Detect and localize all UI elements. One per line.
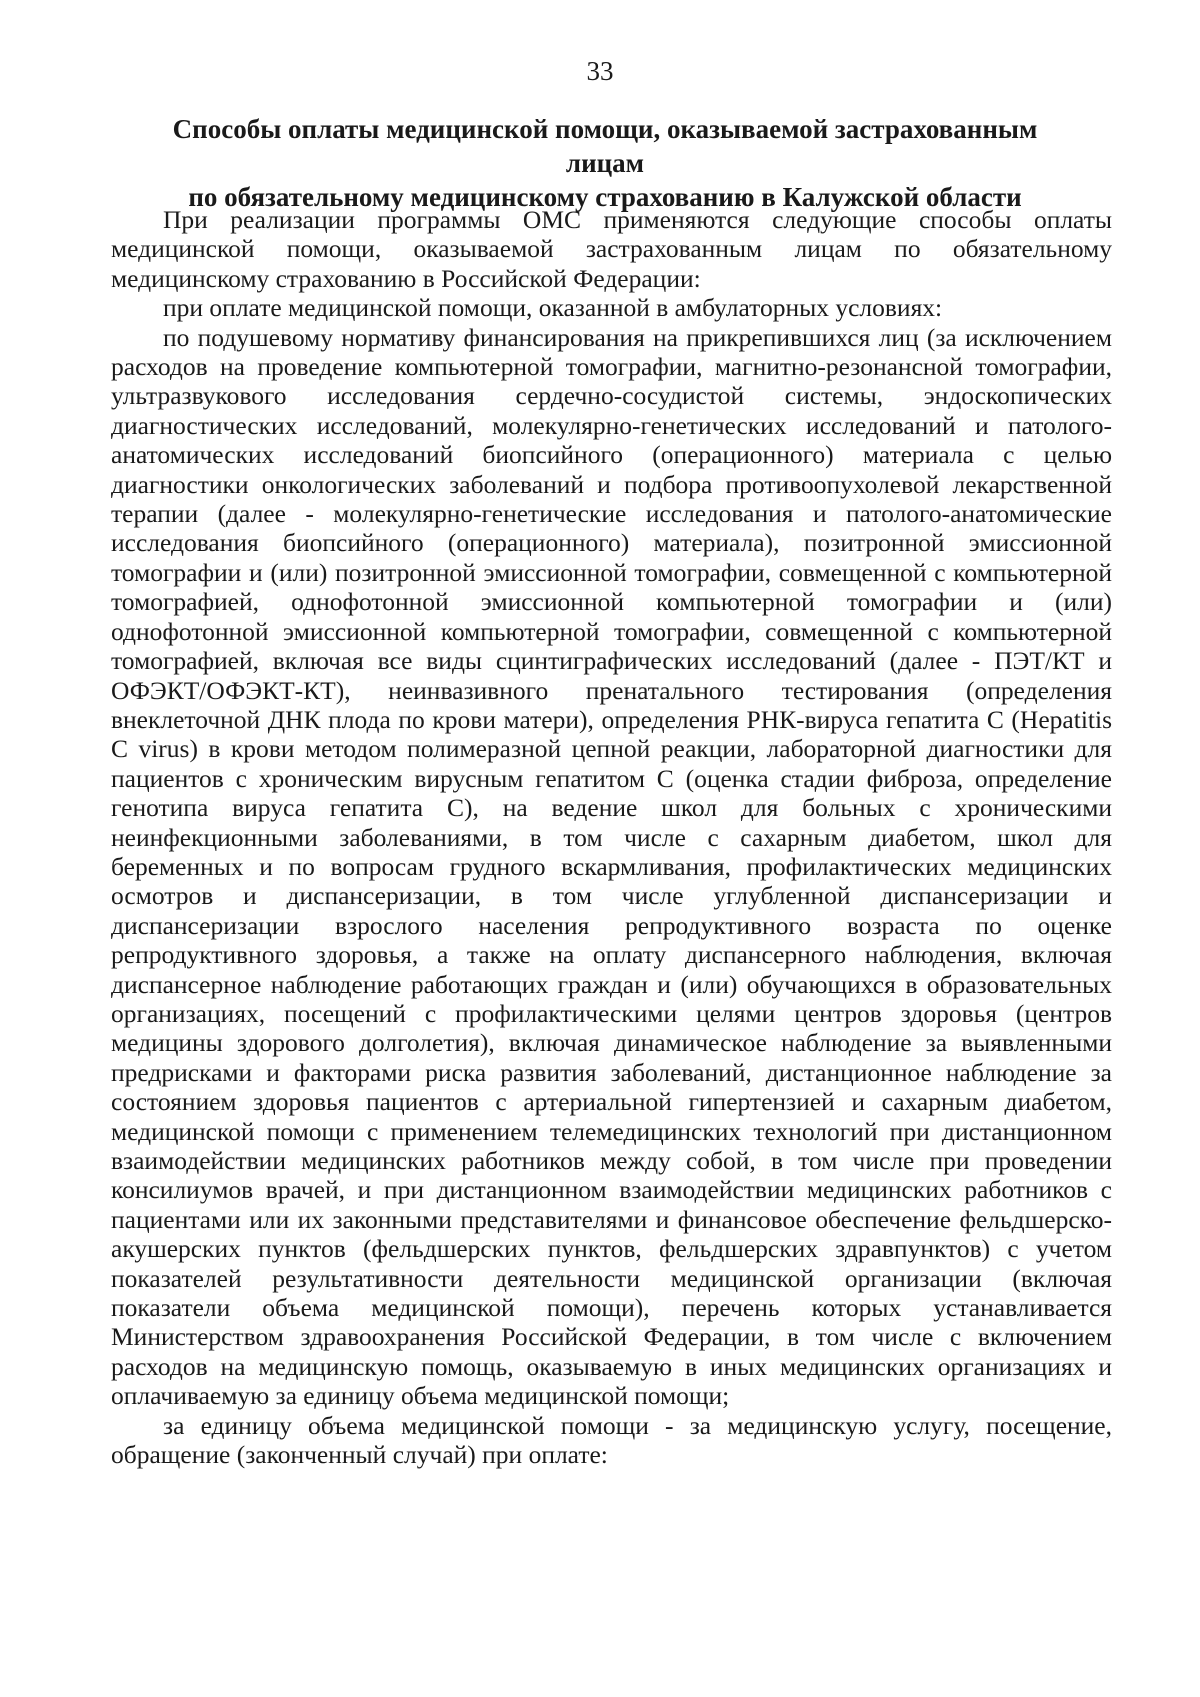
paragraph-intro: При реализации программы ОМС применяются следующие способы оплаты медицинской помощи, оказываемой застрахованным лицам по обязательному медицинскому страхованию в Российской Федерации: <box>111 205 1112 293</box>
document-title <box>150 112 1060 214</box>
paragraph-per-capita: по подушевому нормативу финансирования на прикрепившихся лиц (за исключением расходов на проведение компьютерной томографии, магнитно-резонансной томографии, ультразвукового исследования сердечно-сосудистой системы, эндоскопических диагностических исследований, молекулярно-генетических исследований и патолого-анатомических исследований биопсийного (операционного) материала с целью диагностики онкологических заболеваний и подбора противоопухолевой лекарственной терапии (далее - молекулярно-генетические исследования и патолого-анатомические исследования биопсийного (операционного) материала), позитронной эмиссионной томографии и (или) позитронной эмиссионной томографии, совмещенной с компьютерной томографией, однофотонной эмиссионной компьютерной томографии и (или) однофотонной эмиссионной компьютерной томографии, совмещенной с компьютерной томографией, включая все виды сцинтиграфических исследований (далее - ПЭТ/КТ и ОФЭКТ/ОФЭКТ-КТ), неинвазивного пренатального тестирования (определения внеклеточной ДНК плода по крови матери), определения РНК-вируса гепатита С (Hepatitis C virus) в крови методом полимеразной цепной реакции, лабораторной диагностики для пациентов с хроническим вирусным гепатитом С (оценка стадии фиброза, определение генотипа вируса гепатита С), на ведение школ для больных с хроническими неинфекционными заболеваниями, в том числе с сахарным диабетом, школ для беременных и по вопросам грудного вскармливания, профилактических медицинских осмотров и диспансеризации, в том числе углубленной диспансеризации и диспансеризации взрослого населения репродуктивного возраста по оценке репродуктивного здоровья, а также на оплату диспансерного наблюдения, включая диспансерное наблюдение работающих граждан и (или) обучающихся в образовательных организациях, посещений с профилактическими целями центров здоровья (центров медицины здорового долголетия), включая динамическое наблюдение за выявленными предрисками и факторами риска развития заболеваний, дистанционное наблюдение за состоянием здоровья пациентов с артериальной гипертензией и сахарным диабетом, медицинской помощи с применением телемедицинских технологий при дистанционном взаимодействии медицинских работников между собой, в том числе при проведении консилиумов врачей, и при дистанционном взаимодействии медицинских работников с пациентами или их законными представителями и финансовое обеспечение фельдшерско-акушерских пунктов (фельдшерских пунктов, фельдшерских здравпунктов) с учетом показателей результативности деятельности медицинской организации (включая показатели объема медицинской помощи), перечень которых устанавливается Министерством здравоохранения Российской Федерации, в том числе с включением расходов на медицинскую помощь, оказываемую в иных медицинских организациях и оплачиваемую за единицу объема медицинской помощи; <box>111 322 1112 1411</box>
title-line-1: Способы оплаты медицинской помощи, оказываемой застрахованным лицам <box>172 114 1038 178</box>
paragraph-unit-volume: за единицу объема медицинской помощи - за медицинскую услугу, посещение, обращение (законченный случай) при оплате: <box>111 1410 1112 1470</box>
document-body <box>111 205 1112 1469</box>
paragraph-ambulatory: при оплате медицинской помощи, оказанной в амбулаторных условиях: <box>163 293 943 323</box>
title-line-2: по обязательному медицинскому страхованию в Калужской области <box>188 182 1022 212</box>
page-number: 33 <box>586 56 614 86</box>
